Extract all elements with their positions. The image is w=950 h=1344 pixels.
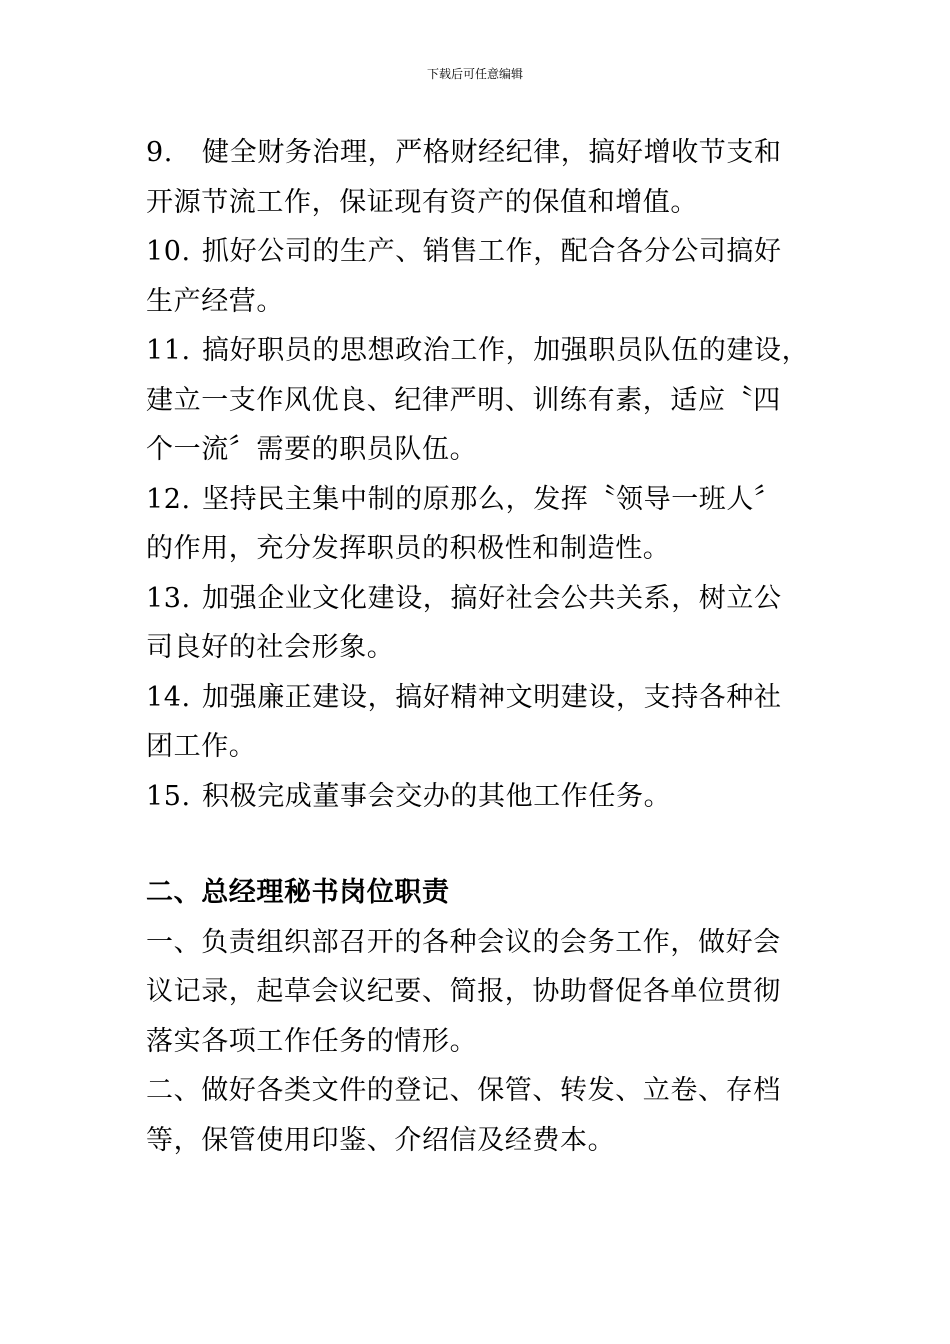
paragraph-line: 议记录，起草会议纪要、简报，协助督促各单位贯彻: [146, 976, 781, 1007]
duty-item-14: [146, 673, 826, 772]
item-text-line: 的作用，充分发挥职员的积极性和制造性。: [146, 533, 671, 564]
item-text-line: 个一流〞需要的职员队伍。: [146, 434, 478, 465]
page-header: 下载后可任意编辑: [426, 67, 523, 81]
item-text-line: 抓好公司的生产、销售工作，配合各分公司搞好: [202, 236, 782, 267]
item-text-line: 开源节流工作，保证现有资产的保值和增值。: [146, 186, 698, 218]
secretary-duty-2: [146, 1066, 826, 1165]
duty-item-12: [146, 475, 826, 574]
section-title: 二、总经理秘书岗位职责: [146, 877, 450, 908]
item-number: 9.: [146, 137, 173, 168]
item-text-line: 坚持民主集中制的原那么，发挥〝领导一班人〞: [202, 483, 782, 515]
item-text-line: 团工作。: [146, 731, 257, 762]
item-number: 15.: [146, 780, 191, 812]
paragraph-line: 落实各项工作任务的情形。: [146, 1025, 478, 1057]
item-number: 10.: [146, 236, 191, 267]
paragraph-line: 等，保管使用印鉴、介绍信及经费本。: [146, 1124, 616, 1156]
item-number: 11.: [146, 335, 191, 366]
item-text-line: 加强企业文化建设，搞好社会公共关系，树立公: [202, 582, 782, 614]
duty-item-11: [146, 326, 826, 475]
item-number: 14.: [146, 681, 191, 713]
duty-item-9: [146, 128, 826, 227]
item-number: 13.: [146, 582, 191, 614]
item-text-line: 健全财务治理，严格财经纪律，搞好增收节支和: [202, 137, 782, 168]
item-text-line: 生产经营。: [146, 285, 284, 317]
item-text-line: 积极完成董事会交办的其他工作任务。: [202, 780, 672, 812]
item-text-line: 搞好职员的思想政治工作，加强职员队伍的建设，: [202, 335, 810, 366]
item-text-line: 加强廉正建设，搞好精神文明建设，支持各种社: [202, 681, 782, 713]
section-spacer: [146, 821, 826, 868]
document-body: [146, 128, 826, 1165]
paragraph-line: 二、做好各类文件的登记、保管、转发、立卷、存档: [146, 1075, 781, 1106]
duty-item-15: [146, 772, 826, 822]
item-number: 12.: [146, 483, 191, 515]
duty-item-13: [146, 574, 826, 673]
item-text-line: 建立一支作风优良、纪律严明、训练有素，适应〝四: [146, 384, 781, 416]
paragraph-line: 一、负责组织部召开的各种会议的会务工作，做好会: [146, 926, 781, 958]
item-text-line: 司良好的社会形象。: [146, 632, 395, 663]
secretary-duty-1: [146, 918, 826, 1067]
duty-item-10: [146, 227, 826, 326]
